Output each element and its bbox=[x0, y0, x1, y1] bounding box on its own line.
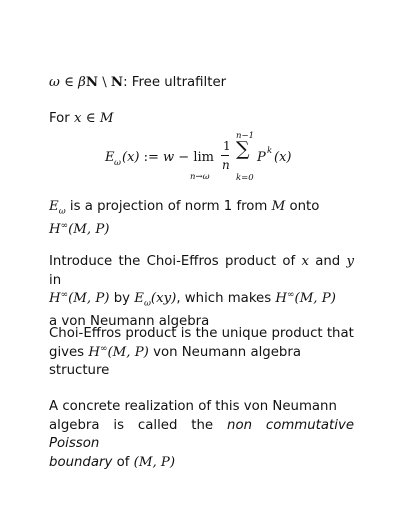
m-symbol: M bbox=[271, 199, 286, 214]
formula-frac-num: 1 bbox=[223, 139, 231, 153]
von-neumann-text: von Neumann algebra bbox=[148, 344, 301, 360]
beta-symbol: β bbox=[78, 75, 86, 90]
e-omega-subscript-2: ω bbox=[143, 298, 151, 309]
by-text: by bbox=[109, 291, 135, 306]
h-symbol-2: H bbox=[275, 291, 287, 306]
x-variable: x bbox=[74, 111, 82, 126]
h-symbol-3: H bbox=[88, 344, 100, 360]
of-text: of bbox=[112, 454, 134, 470]
unique-line-1: Choi-Effros product is the unique product that bbox=[49, 326, 354, 341]
naturals-bold-2: N bbox=[110, 75, 124, 90]
realization-line-1: A concrete realization of this von Neumann bbox=[49, 399, 337, 414]
formula-e-subscript: ω bbox=[114, 158, 121, 168]
formula-rhs-arg: (x) bbox=[274, 150, 292, 165]
formula-e: E bbox=[105, 150, 115, 165]
von-neumann-algebra-text: a von Neumann algebra bbox=[49, 314, 210, 330]
poisson-boundary-statement bbox=[49, 398, 354, 472]
projection-text: is a projection of norm 1 from bbox=[65, 199, 272, 214]
uniqueness-statement bbox=[49, 325, 354, 381]
for-x-line bbox=[49, 110, 354, 129]
omega-in-symbol: ω ∈ bbox=[49, 75, 79, 90]
projection-statement bbox=[49, 198, 354, 240]
infinity-superscript-1: ∞ bbox=[60, 290, 69, 300]
e-omega: E bbox=[49, 199, 59, 214]
xy-arg: (xy) bbox=[150, 291, 177, 306]
h-symbol-1: H bbox=[49, 291, 61, 306]
for-text: For bbox=[49, 111, 75, 126]
e-omega-2: E bbox=[134, 291, 144, 306]
free-ultrafilter-text: : Free ultrafilter bbox=[123, 75, 227, 90]
formula-sum-bottom: k=0 bbox=[236, 173, 254, 183]
onto-text: onto bbox=[285, 199, 320, 214]
mp-pair-3: (M, P) bbox=[107, 344, 149, 360]
x-var: x bbox=[301, 254, 309, 269]
algebra-called-text: algebra is called the bbox=[49, 417, 228, 433]
structure-text: structure bbox=[49, 363, 110, 378]
formula-p: P bbox=[257, 150, 266, 165]
gives-text: gives bbox=[49, 344, 89, 360]
formula-lim-subscript: n→ω bbox=[190, 172, 210, 182]
choi-effros-intro bbox=[49, 253, 354, 332]
infinity-superscript-3: ∞ bbox=[99, 343, 108, 354]
mp-pair-2: (M, P) bbox=[294, 291, 336, 306]
mp-pair-4: (M, P) bbox=[133, 454, 176, 470]
ultrafilter-line bbox=[49, 74, 354, 93]
formula-p-superscript: k bbox=[267, 146, 273, 156]
boundary-term: boundary bbox=[49, 454, 113, 470]
naturals-bold-1: N bbox=[85, 75, 98, 90]
infinity-superscript-2: ∞ bbox=[287, 290, 295, 300]
set-minus-symbol: \ bbox=[97, 75, 111, 90]
e-omega-subscript: ω bbox=[58, 206, 66, 217]
formula-lhs-arg: (x) := w − lim bbox=[122, 150, 214, 165]
intro-text: Introduce the Choi-Effros product of bbox=[49, 254, 302, 269]
element-of-symbol: ∈ bbox=[81, 111, 100, 126]
which-makes-text: , which makes bbox=[176, 291, 276, 306]
y-var: y bbox=[346, 254, 354, 269]
and-text: and bbox=[308, 254, 347, 269]
formula-frac-den: n bbox=[222, 158, 230, 172]
h-symbol: H bbox=[49, 222, 61, 238]
m-variable: M bbox=[99, 111, 114, 126]
mp-pair: (M, P) bbox=[68, 222, 110, 238]
formula-sum-symbol: ∑ bbox=[236, 138, 250, 160]
mp-pair-1: (M, P) bbox=[68, 291, 110, 306]
poisson-term-1: non commutative Poisson bbox=[49, 417, 354, 451]
formula-sum-top: n−1 bbox=[236, 131, 255, 141]
in-text: in bbox=[49, 272, 62, 288]
infinity-superscript: ∞ bbox=[60, 221, 69, 232]
